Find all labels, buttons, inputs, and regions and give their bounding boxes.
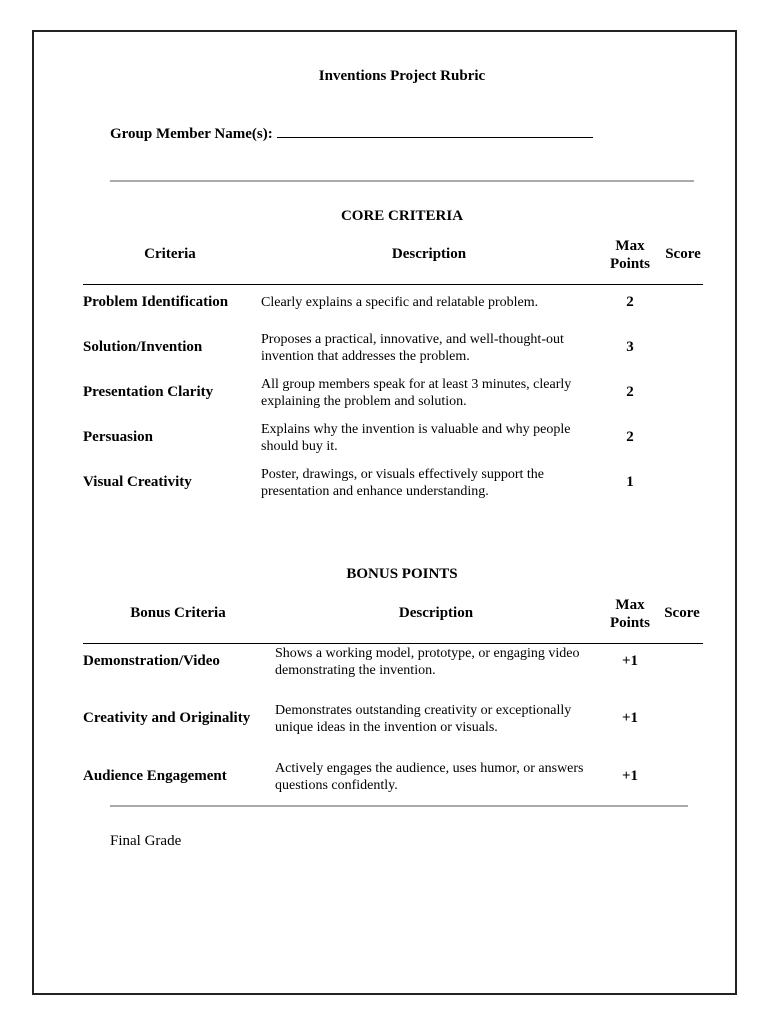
core-row-3-points: 2	[626, 384, 634, 400]
core-row-2-description: Proposes a practical, innovative, and well-thought-out invention that addresses the problem.	[261, 332, 564, 364]
final-grade-label: Final Grade	[110, 833, 182, 849]
bonus-row-3-description: Actively engages the audience, uses humor, or answers questions confidently.	[275, 761, 584, 793]
bonus-row-3-points: +1	[621, 768, 639, 784]
core-row-2-points: 3	[626, 339, 634, 355]
bonus-row-1-description: Shows a working model, prototype, or engaging video demonstrating the invention.	[275, 646, 580, 678]
bonus-header-criteria: Bonus Criteria	[130, 605, 226, 621]
core-row-4-criteria: Persuasion	[83, 429, 154, 445]
core-criteria-title: CORE CRITERIA	[340, 208, 464, 224]
core-header-rule	[83, 284, 703, 285]
bonus-row-3-criteria: Audience Engagement	[83, 768, 227, 784]
core-row-1-criteria: Problem Identification	[83, 294, 229, 310]
core-row-3-criteria: Presentation Clarity	[83, 384, 214, 400]
core-row-2-criteria: Solution/Invention	[83, 339, 203, 355]
group-member-names-field	[110, 124, 593, 143]
bonus-header-rule	[83, 643, 703, 644]
divider-bottom	[110, 805, 688, 807]
core-row-1-points: 2	[626, 294, 634, 310]
core-header-criteria: Criteria	[144, 246, 196, 262]
bonus-points-title: BONUS POINTS	[346, 566, 458, 582]
core-header-points: Points	[609, 256, 650, 272]
bonus-header-max: Max	[615, 597, 645, 613]
core-row-5-criteria: Visual Creativity	[83, 474, 192, 490]
bonus-row-2-points: +1	[621, 710, 639, 726]
bonus-header-points: Points	[609, 615, 650, 631]
core-row-3-description: All group members speak for at least 3 minutes, clearly explaining the problem and solution.	[261, 377, 572, 409]
bonus-row-2-description: Demonstrates outstanding creativity or exceptionally unique ideas in the invention or visuals.	[275, 703, 572, 735]
core-row-5-description: Poster, drawings, or visuals effectively support the presentation and enhance understanding.	[261, 467, 545, 499]
core-row-4-description: Explains why the invention is valuable and why people should buy it.	[261, 422, 571, 454]
bonus-row-2-criteria: Creativity and Originality	[83, 710, 251, 726]
core-header-max: Max	[615, 238, 645, 254]
core-header-score: Score	[665, 246, 701, 262]
core-row-1-description: Clearly explains a specific and relatable problem.	[261, 295, 539, 310]
core-header-description: Description	[391, 246, 467, 262]
group-member-label: Group Member Name(s):	[110, 126, 273, 142]
bonus-header-score: Score	[664, 605, 700, 621]
divider-top	[110, 180, 694, 182]
core-row-5-points: 1	[626, 474, 634, 490]
core-header-max-points	[600, 237, 660, 273]
bonus-header-max-points	[600, 596, 660, 632]
core-row-4-points: 2	[626, 429, 634, 445]
bonus-row-1-criteria: Demonstration/Video	[83, 653, 220, 669]
page-border	[32, 30, 737, 995]
group-member-blank-line	[277, 124, 593, 138]
bonus-header-description: Description	[398, 605, 474, 621]
document-title: Inventions Project Rubric	[318, 68, 486, 84]
bonus-row-1-points: +1	[621, 653, 639, 669]
